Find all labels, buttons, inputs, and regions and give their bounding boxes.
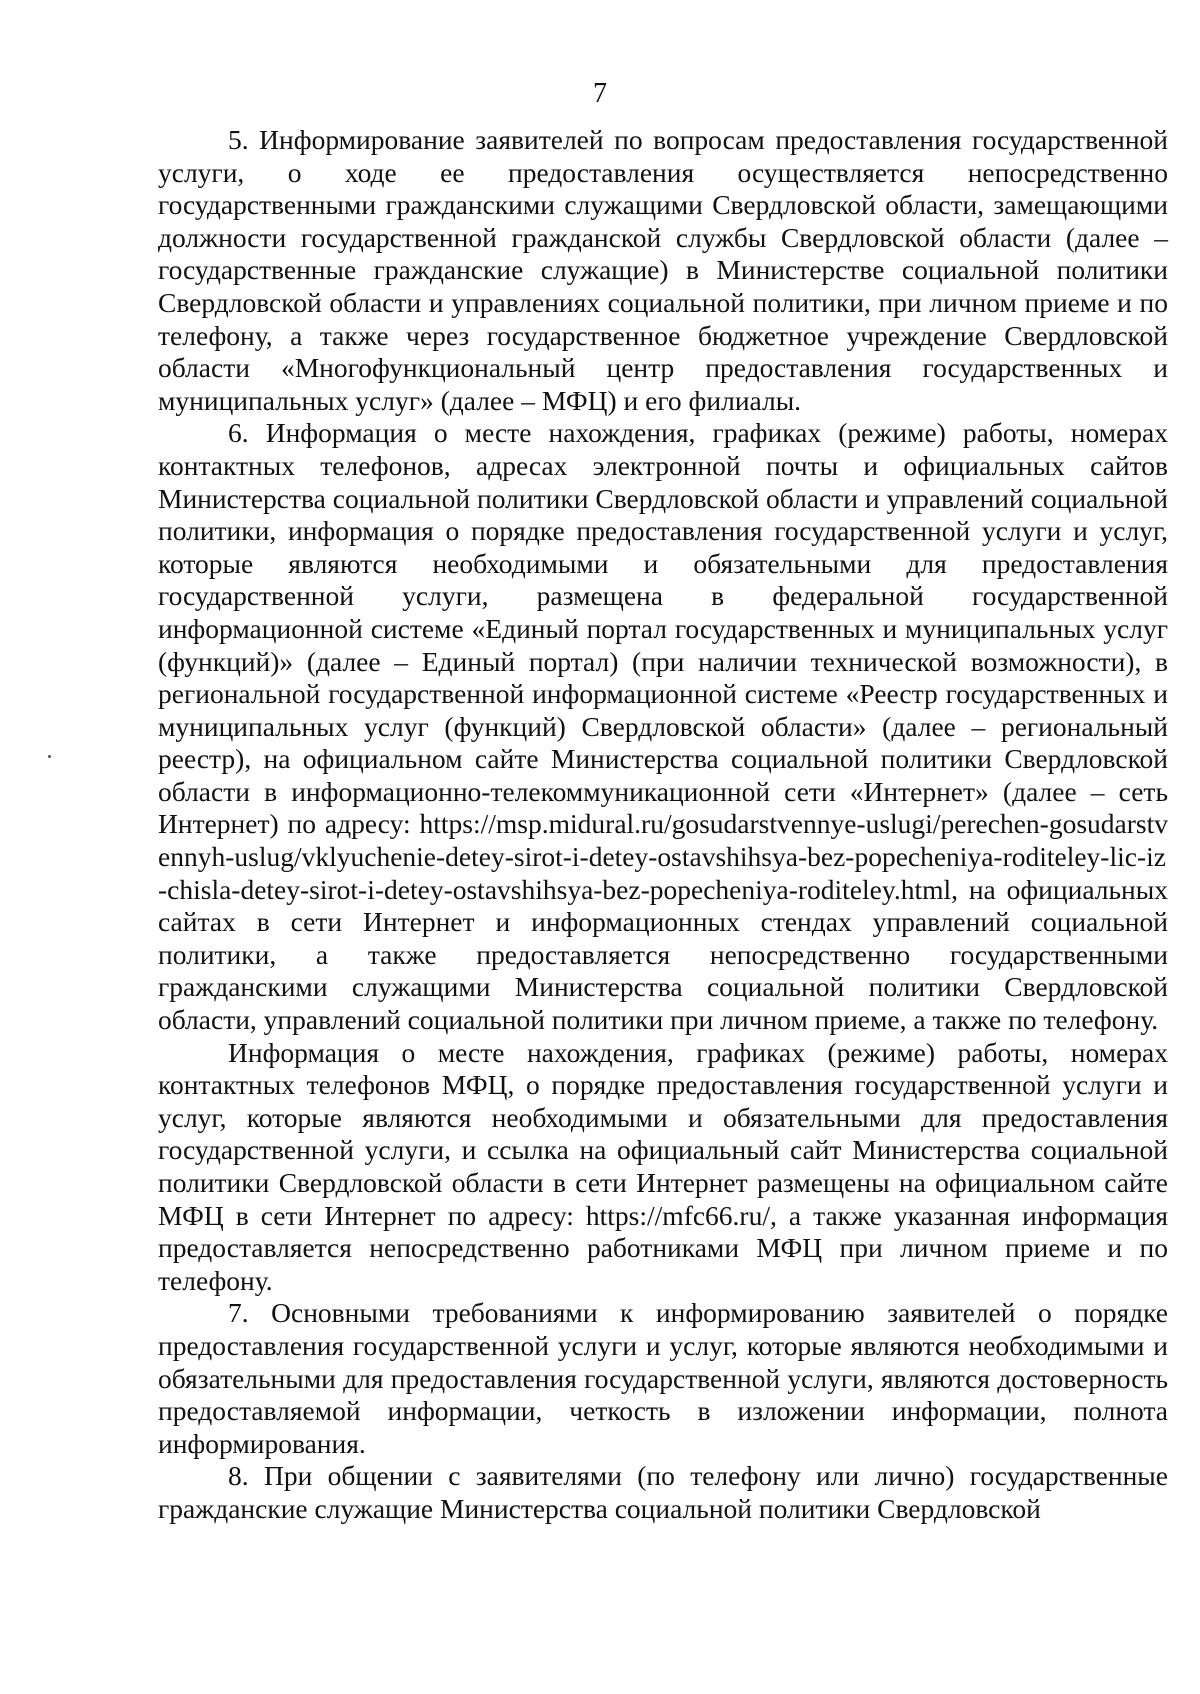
ministry-website-url: https://msp.midural.ru/gosudarstvennye-uslugi/perechen-gosudarstvennyh-uslug/vklyuchenie-detey-sirot-i-detey-ostavshihsya-bez-popecheniya-roditeley-lic-iz-chisla-detey-sirot-i-detey-ostavshihsya-bez-popecheniya-roditeley.html,	[158, 808, 1168, 905]
paragraph-6-information-location	[158, 417, 1168, 1036]
paragraph-6-text-before-url: 6. Информация о месте нахождения, графиках (режиме) работы, номерах контактных телефонов, адресах электронной почты и официальных сайтов Министерства социальной политики Свердловской области и управлений социальной политики, информация о порядке предоставления государственной услуги и услуг, которые являются необходимыми и обязательными для предоставления государственной услуги, размещена в федеральной государственной информационной системе «Единый портал государственных и муниципальных услуг (функций)» (далее – Единый портал) (при наличии технической возможности), в региональной государственной информационной системе «Реестр государственных и муниципальных услуг (функций) Свердловской области» (далее – региональный реестр), на официальном сайте Министерства социальной политики Свердловской области в информационно-телекоммуникационной сети «Интернет» (далее – сеть Интернет) по адресу:	[158, 417, 1168, 840]
scan-speck	[48, 755, 51, 758]
paragraph-5-informing-applicants: 5. Информирование заявителей по вопросам предоставления государственной услуги, о ходе ее предоставления осуществляется непосредственно государственными гражданскими служащими Свердловской области, замещающими должности государственной гражданской службы Свердловской области (далее – государственные гражданские служащие) в Министерстве социальной политики Свердловской области и управлениях социальной политики, при личном приеме и по телефону, а также через государственное бюджетное учреждение Свердловской области «Многофункциональный центр предоставления государственных и муниципальных услуг» (далее – МФЦ) и его филиалы.	[158, 124, 1168, 416]
paragraph-7-requirements: 7. Основными требованиями к информированию заявителей о порядке предоставления государственной услуги и услуг, которые являются необходимыми и обязательными для предоставления государственной услуги, являются достоверность предоставляемой информации, четкость в изложении информации, полнота информирования.	[158, 1297, 1168, 1459]
document-body	[158, 124, 1168, 1526]
paragraph-8-communication: 8. При общении с заявителями (по телефону или лично) государственные гражданские служащие Министерства социальной политики Свердловской	[158, 1460, 1168, 1524]
paragraph-mfc-information: Информация о месте нахождения, графиках (режиме) работы, номерах контактных телефонов МФЦ, о порядке предоставления государственной услуги и услуг, которые являются необходимыми и обязательными для предоставления государственной услуги, и ссылка на официальный сайт Министерства социальной политики Свердловской области в сети Интернет размещены на официальном сайте МФЦ в сети Интернет по адресу: https://mfc66.ru/, а также указанная информация предоставляется непосредственно работниками МФЦ при личном приеме и по телефону.	[158, 1036, 1168, 1296]
page-number: 7	[593, 78, 607, 109]
paragraph-6-text-after-url: на официальных сайтах в сети Интернет и информационных стендах управлений социальной политики, а также предоставляется непосредственно государственными гражданскими служащими Министерства социальной политики Свердловской области, управлений социальной политики при личном приеме, а также по телефону.	[158, 873, 1168, 1036]
